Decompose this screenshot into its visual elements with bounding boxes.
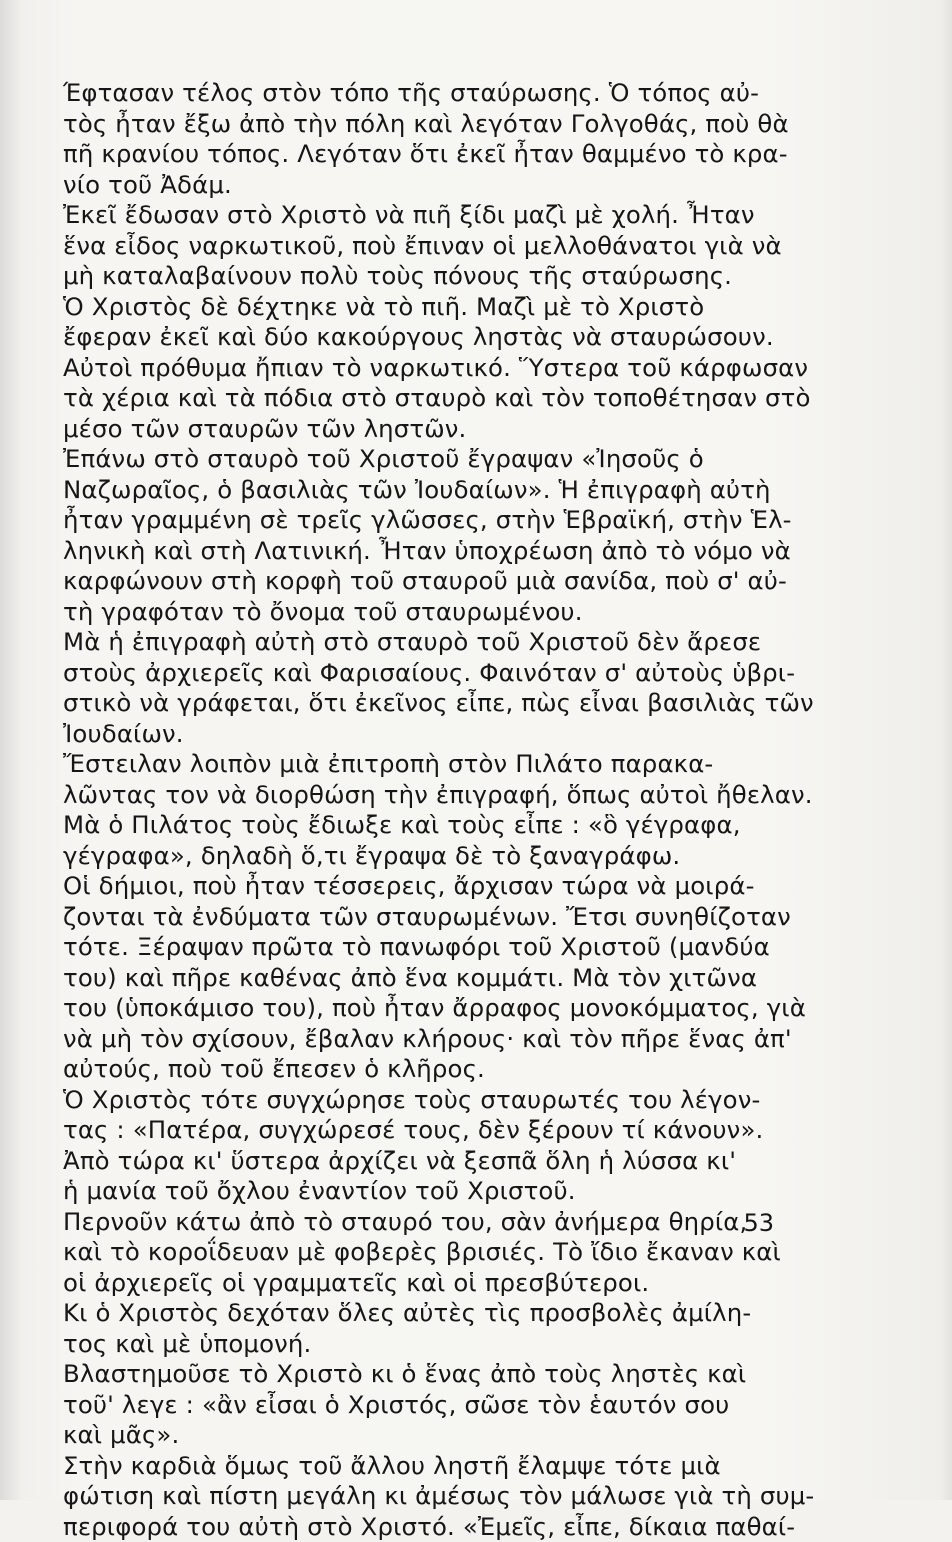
page-edge-shadow-right [940,0,952,1500]
text-line: πῆ κρανίου τόπος. Λεγόταν ὅτι ἐκεῖ ἦταν θαμμένο τὸ κρα- [63,139,823,170]
text-line: του) καὶ πῆρε καθένας ἀπὸ ἕνα κομμάτι. Μὰ τὸν χιτῶνα [63,963,823,994]
main-text [63,78,823,1542]
text-line: αὐτούς, ποὺ τοῦ ἔπεσεν ὁ κλῆρος. [63,1054,823,1085]
text-line: Έφτασαν τέλος στὸν τόπο τῆς σταύρωσης. Ὁ τόπος αὐ- [63,78,823,109]
text-line: στοὺς ἀρχιερεῖς καὶ Φαρισαίους. Φαινόταν σ' αὐτοὺς ὑβρι- [63,658,823,689]
text-line: τὰ χέρια καὶ τὰ πόδια στὸ σταυρὸ καὶ τὸν τοποθέτησαν στὸ [63,383,823,414]
text-line: Βλαστημοῦσε τὸ Χριστὸ κι ὁ ἕνας ἀπὸ τοὺς ληστὲς καὶ [63,1359,823,1390]
text-line: τὴ γραφόταν τὸ ὄνομα τοῦ σταυρωμένου. [63,597,823,628]
text-line: γέγραφα», δηλαδὴ ὅ,τι ἔγραψα δὲ τὸ ξαναγράφω. [63,841,823,872]
text-line: Ἐκεῖ ἔδωσαν στὸ Χριστὸ νὰ πιῆ ξίδι μαζὶ μὲ χολή. Ἦταν [63,200,823,231]
text-line: τὸς ἦταν ἔξω ἀπὸ τὴν πόλη καὶ λεγόταν Γολγοθάς, ποὺ θὰ [63,109,823,140]
text-line: καὶ τὸ κοροΐδευαν μὲ φοβερὲς βρισιές. Τὸ ἴδιο ἔκαναν καὶ [63,1237,823,1268]
text-line: φώτιση καὶ πίστη μεγάλη κι ἀμέσως τὸν μάλωσε γιὰ τὴ συμ- [63,1481,823,1512]
text-line: περιφορά του αὐτὴ στὸ Χριστό. «Ἐμεῖς, εἶπε, δίκαια παθαί- [63,1512,823,1542]
text-line: μὴ καταλαβαίνουν πολὺ τοὺς πόνους τῆς σταύρωσης. [63,261,823,292]
text-line: Ὁ Χριστὸς δὲ δέχτηκε νὰ τὸ πιῆ. Μαζὶ μὲ τὸ Χριστὸ [63,292,823,323]
text-line: ἕνα εἶδος ναρκωτικοῦ, ποὺ ἔπιναν οἱ μελλοθάνατοι γιὰ νὰ [63,231,823,262]
text-line: Ἐπάνω στὸ σταυρὸ τοῦ Χριστοῦ ἔγραψαν «Ἰησοῦς ὁ [63,444,823,475]
page-number: 53 [743,1208,774,1238]
text-line: Ὁ Χριστὸς τότε συγχώρησε τοὺς σταυρωτές του λέγον- [63,1085,823,1116]
text-line: του (ὑποκάμισο του), ποὺ ἦταν ἄρραφος μονοκόμματος, γιὰ [63,993,823,1024]
text-line: Μὰ ἡ ἐπιγραφὴ αὐτὴ στὸ σταυρὸ τοῦ Χριστοῦ δὲν ἄρεσε [63,627,823,658]
text-line: Ἀπὸ τώρα κι' ὕστερα ἀρχίζει νὰ ξεσπᾶ ὅλη ἡ λύσσα κι' [63,1146,823,1177]
text-line: τοῦ' λεγε : «ἂν εἶσαι ὁ Χριστός, σῶσε τὸν ἑαυτόν σου [63,1390,823,1421]
text-line: ζονται τὰ ἐνδύματα τῶν σταυρωμένων. Ἔτσι συνηθίζοταν [63,902,823,933]
text-line: καρφώνουν στὴ κορφὴ τοῦ σταυροῦ μιὰ σανίδα, ποὺ σ' αὐ- [63,566,823,597]
text-line: Ἰουδαίων. [63,719,823,750]
text-line: οἱ ἀρχιερεῖς οἱ γραμματεῖς καὶ οἱ πρεσβύτεροι. [63,1268,823,1299]
text-line: τος καὶ μὲ ὑπομονή. [63,1329,823,1360]
text-line: μέσο τῶν σταυρῶν τῶν ληστῶν. [63,414,823,445]
text-line: Αὐτοὶ πρόθυμα ἤπιαν τὸ ναρκωτικό. Ὕστερα τοῦ κάρφωσαν [63,353,823,384]
text-line: ἔφεραν ἐκεῖ καὶ δύο κακούργους ληστὰς νὰ σταυρώσουν. [63,322,823,353]
text-line: Μὰ ὁ Πιλάτος τοὺς ἔδιωξε καὶ τοὺς εἶπε : «ὃ γέγραφα, [63,810,823,841]
text-line: λῶντας τον νὰ διορθώση τὴν ἐπιγραφή, ὅπως αὐτοὶ ἤθελαν. [63,780,823,811]
text-line: νὰ μὴ τὸν σχίσουν, ἔβαλαν κλήρους· καὶ τὸν πῆρε ἕνας ἀπ' [63,1024,823,1055]
text-line: Περνοῦν κάτω ἀπὸ τὸ σταυρό του, σὰν ἀνήμερα θηρία, [63,1207,823,1238]
text-line: Οἱ δήμιοι, ποὺ ἦταν τέσσερεις, ἄρχισαν τώρα νὰ μοιρά- [63,871,823,902]
text-line: τότε. Ξέραψαν πρῶτα τὸ πανωφόρι τοῦ Χριστοῦ (μανδύα [63,932,823,963]
text-line: ληνικὴ καὶ στὴ Λατινική. Ἦταν ὑποχρέωση ἀπὸ τὸ νόμο νὰ [63,536,823,567]
text-line: Ἔστειλαν λοιπὸν μιὰ ἐπιτροπὴ στὸν Πιλάτο παρακα- [63,749,823,780]
text-line: ἦταν γραμμένη σὲ τρεῖς γλῶσσες, στὴν Ἑβραϊκή, στὴν Ἑλ- [63,505,823,536]
text-line: Ναζωραῖος, ὁ βασιλιὰς τῶν Ἰουδαίων». Ἡ ἐπιγραφὴ αὐτὴ [63,475,823,506]
text-line: νίο τοῦ Ἀδάμ. [63,170,823,201]
text-line: Στὴν καρδιὰ ὅμως τοῦ ἄλλου ληστῆ ἔλαμψε τότε μιὰ [63,1451,823,1482]
text-line: Κι ὁ Χριστὸς δεχόταν ὅλες αὐτὲς τὶς προσβολὲς ἀμίλη- [63,1298,823,1329]
text-line: ἡ μανία τοῦ ὄχλου ἐναντίον τοῦ Χριστοῦ. [63,1176,823,1207]
text-line: τας : «Πατέρα, συγχώρεσέ τους, δὲν ξέρουν τί κάνουν». [63,1115,823,1146]
text-line: στικὸ νὰ γράφεται, ὅτι ἐκεῖνος εἶπε, πὼς εἶναι βασιλιὰς τῶν [63,688,823,719]
page-edge-shadow-left [0,0,22,1500]
text-line: καὶ μᾶς». [63,1420,823,1451]
